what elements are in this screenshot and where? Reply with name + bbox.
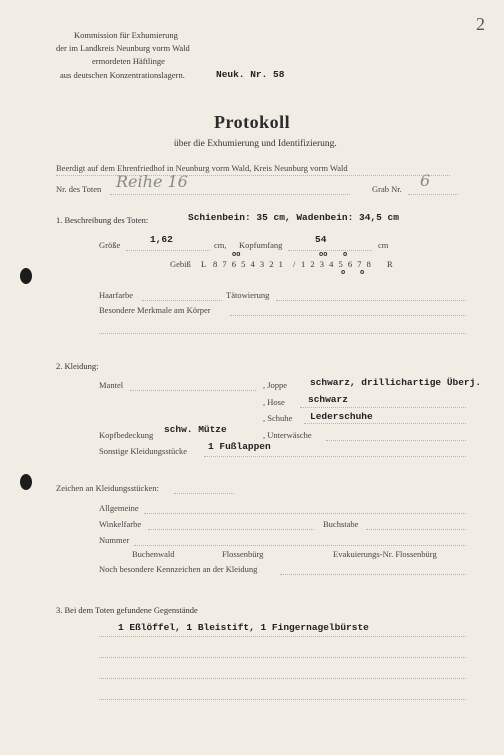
trousers-label: , Hose — [263, 397, 285, 407]
burial-text: Beerdigt auf dem Ehrenfriedhof in Neunburg vorm Wald, Kreis Neunburg vorm Wald — [56, 163, 348, 173]
tattoo-label: Tätowierung — [226, 290, 270, 300]
markings-number-label: Nummer — [99, 535, 130, 545]
markings-buchenwald-label: Buchenwald — [132, 549, 175, 559]
section-3-items: 1 Eßlöffel, 1 Bleistift, 1 Fingernagelbürste — [118, 622, 369, 633]
head-circumference-unit: cm — [378, 240, 389, 250]
grave-number-label: Grab Nr. — [372, 184, 402, 194]
markings-flossenburg-label: Flossenbürg — [222, 549, 264, 559]
markings-general-label: Allgemeine — [99, 503, 139, 513]
hair-color-label: Haarfarbe — [99, 290, 133, 300]
punch-hole — [20, 474, 32, 490]
tooth-marker: oo — [232, 251, 241, 259]
markings-angle-color-label: Winkelfarbe — [99, 519, 142, 529]
teeth-right-marker: R — [387, 259, 395, 269]
markings-evacuation-label: Evakuierungs-Nr. Flossenbürg — [333, 549, 437, 559]
underwear-label: , Unterwäsche — [263, 430, 312, 440]
teeth-left-marker: L — [201, 259, 208, 269]
teeth-separator: / — [293, 259, 297, 269]
coat-label: Mantel — [99, 380, 124, 390]
tooth-marker: o — [341, 269, 346, 277]
teeth-right-row: 1 2 3 4 5 6 7 8 — [301, 259, 373, 269]
markings-heading: Zeichen an Kleidungsstücken: — [56, 483, 159, 493]
head-circumference-label: Kopfumfang — [239, 240, 283, 250]
section-2-heading: 2. Kleidung: — [56, 361, 99, 371]
shoes-label: , Schuhe — [263, 413, 293, 423]
tooth-marker: o — [343, 251, 348, 259]
grave-number-value: 6 — [420, 171, 431, 190]
dead-number-label: Nr. des Toten — [56, 184, 102, 194]
head-circumference-value: 54 — [315, 234, 327, 245]
other-clothing-label: Sonstige Kleidungsstücke — [99, 446, 188, 456]
jacket-value: schwarz, drillichartige Überj. — [310, 377, 482, 388]
teeth-left-row: 8 7 6 5 4 3 2 1 — [213, 259, 285, 269]
height-value: 1,62 — [150, 234, 173, 245]
tooth-marker: o — [360, 269, 365, 277]
headwear-label: Kopfbedeckung — [99, 430, 154, 440]
page-subtitle: über die Exhumierung und Identifizierung. — [174, 139, 337, 149]
other-clothing-value: 1 Fußlappen — [208, 441, 271, 452]
section-1-heading: 1. Beschreibung des Toten: — [56, 215, 149, 225]
jacket-label: , Joppe — [263, 380, 288, 390]
header-line-2: der im Landkreis Neunburg vorm Wald — [56, 43, 190, 53]
page-title: Protokoll — [214, 112, 291, 132]
header-line-3: ermordeten Häftlinge — [92, 56, 165, 66]
height-unit: cm, — [214, 240, 227, 250]
markings-other-label: Noch besondere Kennzeichen an der Kleidung — [99, 564, 258, 574]
tooth-marker: oo — [319, 251, 328, 259]
height-label: Größe — [99, 240, 121, 250]
section-1-measurements: Schienbein: 35 cm, Wadenbein: 34,5 cm — [188, 212, 399, 223]
header-reference: Neuk. Nr. 58 — [216, 69, 285, 80]
page-number: 2 — [476, 14, 485, 34]
trousers-value: schwarz — [308, 394, 348, 405]
headwear-value: schw. Mütze — [164, 424, 227, 435]
special-marks-label: Besondere Merkmale am Körper — [99, 305, 211, 315]
header-line-4: aus deutschen Konzentrationslagern. — [60, 70, 185, 80]
header-line-1: Kommission für Exhumierung — [74, 30, 178, 40]
section-3-heading: 3. Bei dem Toten gefundene Gegenstände — [56, 605, 198, 615]
teeth-label: Gebiß — [170, 259, 191, 269]
shoes-value: Lederschuhe — [310, 411, 373, 422]
markings-letter-label: Buchstabe — [323, 519, 359, 529]
punch-hole — [20, 268, 32, 284]
dead-number-value: Reihe 16 — [116, 172, 188, 191]
